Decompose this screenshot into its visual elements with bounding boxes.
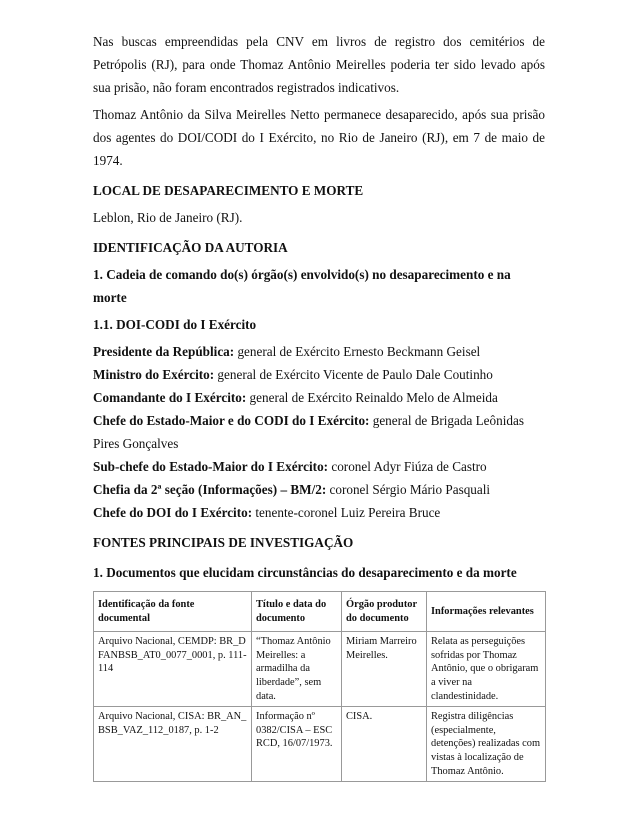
chain-role: Chefe do DOI do I Exército: (93, 505, 253, 520)
command-chain-item (93, 455, 545, 478)
table-cell: CISA. (342, 707, 427, 782)
table-cell: Arquivo Nacional, CISA: BR_AN_BSB_VAZ_112_0187, p. 1-2 (94, 707, 252, 782)
intro-paragraph-2: Thomaz Antônio da Silva Meirelles Netto permanece desaparecido, após sua prisão dos agentes do DOI/CODI do I Exército, no Rio de Janeiro (RJ), em 7 de maio de 1974. (93, 107, 545, 168)
command-chain-item (93, 386, 545, 409)
table-header-cell: Identificação da fonte documental (94, 592, 252, 632)
table-cell: Informação nº 0382/CISA – ESC RCD, 16/07/1973. (252, 707, 342, 782)
command-chain-item (93, 409, 545, 455)
chain-role: Chefia da 2ª seção (Informações) – BM/2: (93, 482, 327, 497)
chain-name: coronel Adyr Fiúza de Castro (328, 459, 487, 474)
local-heading: LOCAL DE DESAPARECIMENTO E MORTE (93, 183, 364, 198)
chain-role: Presidente da República: (93, 344, 235, 359)
table-cell: Miriam Marreiro Meirelles. (342, 632, 427, 707)
autoria-heading: IDENTIFICAÇÃO DA AUTORIA (93, 240, 288, 255)
table-cell: Relata as perseguições sofridas por Thomaz Antônio, que o obrigaram a viver na clandestinidade. (427, 632, 546, 707)
chain-name: general de Exército Ernesto Beckmann Geisel (234, 344, 481, 359)
chain-role: Chefe do Estado-Maior e do CODI do I Exército: (93, 413, 370, 428)
command-chain-item (93, 340, 545, 363)
table-header-cell: Título e data do documento (252, 592, 342, 632)
chain-name: tenente-coronel Luiz Pereira Bruce (252, 505, 441, 520)
local-text: Leblon, Rio de Janeiro (RJ). (93, 210, 243, 225)
chain-name: coronel Sérgio Mário Pasquali (326, 482, 491, 497)
command-chain-item (93, 478, 545, 501)
table-header-cell: Órgão produtor do documento (342, 592, 427, 632)
table-row (94, 707, 546, 782)
table-cell: “Thomaz Antônio Meirelles: a armadilha da liberdade”, sem data. (252, 632, 342, 707)
command-chain-item (93, 501, 545, 524)
chain-name: general de Exército Reinaldo Melo de Almeida (246, 390, 498, 405)
document-page (93, 30, 545, 782)
fontes-heading: FONTES PRINCIPAIS DE INVESTIGAÇÃO (93, 535, 354, 550)
command-chain-list (93, 340, 545, 524)
table-header-row (94, 592, 546, 632)
chain-name: general de Exército Vicente de Paulo Dale Coutinho (214, 367, 493, 382)
table-row (94, 632, 546, 707)
fontes-subheading-1: 1. Documentos que elucidam circunstâncias do desaparecimento e da morte (93, 565, 517, 580)
sources-table (93, 591, 546, 782)
chain-role: Sub-chefe do Estado-Maior do I Exército: (93, 459, 329, 474)
intro-paragraph-1: Nas buscas empreendidas pela CNV em livros de registro dos cemitérios de Petrópolis (RJ), para onde Thomaz Antônio Meirelles poderia ter sido levado após sua prisão, não foram encontrados registrados indicativos. (93, 34, 545, 95)
chain-role: Ministro do Exército: (93, 367, 215, 382)
autoria-subheading-2: 1.1. DOI-CODI do I Exército (93, 317, 257, 332)
chain-name: general de Brigada Leônidas Pires Gonçalves (93, 413, 524, 451)
table-cell: Registra diligências (especialmente, detenções) realizadas com vistas à localização de Thomaz Antônio. (427, 707, 546, 782)
command-chain-item (93, 363, 545, 386)
table-cell: Arquivo Nacional, CEMDP: BR_DFANBSB_AT0_0077_0001, p. 111-114 (94, 632, 252, 707)
chain-role: Comandante do I Exército: (93, 390, 247, 405)
autoria-subheading-1: 1. Cadeia de comando do(s) órgão(s) envolvido(s) no desaparecimento e na morte (93, 267, 511, 305)
table-header-cell: Informações relevantes (427, 592, 546, 632)
